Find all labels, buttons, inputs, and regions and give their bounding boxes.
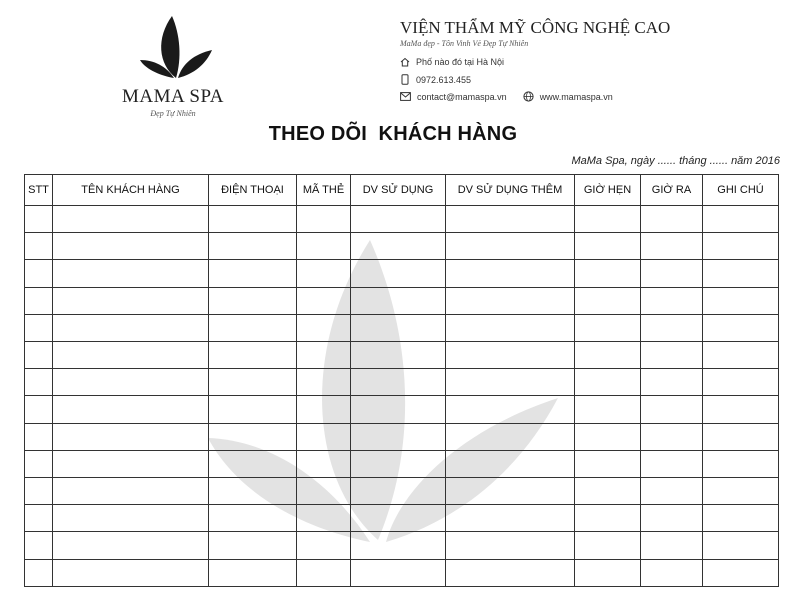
phone-icon: [400, 74, 410, 85]
table-cell[interactable]: [641, 478, 703, 505]
table-cell[interactable]: [297, 206, 351, 233]
col-header-card-id: MÃ THẺ: [297, 175, 351, 206]
email-text: contact@mamaspa.vn: [417, 91, 507, 102]
org-slogan: MaMa đẹp - Tôn Vinh Vẻ Đẹp Tự Nhiên: [400, 39, 529, 48]
table-cell[interactable]: [53, 559, 209, 586]
globe-icon: [523, 91, 534, 102]
table-cell[interactable]: [209, 450, 297, 477]
table-cell[interactable]: [53, 423, 209, 450]
table-cell[interactable]: [25, 206, 53, 233]
table-row: [25, 532, 779, 559]
table-cell[interactable]: [351, 233, 446, 260]
table-cell[interactable]: [703, 505, 779, 532]
table-cell[interactable]: [446, 532, 575, 559]
table-row: [25, 423, 779, 450]
table-cell[interactable]: [351, 396, 446, 423]
table-cell[interactable]: [297, 369, 351, 396]
table-cell[interactable]: [641, 206, 703, 233]
table-cell[interactable]: [209, 369, 297, 396]
col-header-appointment: GIỜ HẸN: [575, 175, 641, 206]
table-row: [25, 314, 779, 341]
table-cell[interactable]: [351, 532, 446, 559]
table-cell[interactable]: [351, 314, 446, 341]
table-cell[interactable]: [703, 450, 779, 477]
table-cell[interactable]: [446, 505, 575, 532]
table-cell[interactable]: [446, 369, 575, 396]
table-cell[interactable]: [53, 206, 209, 233]
table-cell[interactable]: [209, 260, 297, 287]
table-cell[interactable]: [446, 478, 575, 505]
table-cell[interactable]: [641, 287, 703, 314]
table-cell[interactable]: [53, 532, 209, 559]
table-cell[interactable]: [446, 450, 575, 477]
table-cell[interactable]: [641, 342, 703, 369]
table-cell[interactable]: [446, 287, 575, 314]
table-row: [25, 287, 779, 314]
table-cell[interactable]: [703, 314, 779, 341]
table-cell[interactable]: [25, 396, 53, 423]
table-row: [25, 450, 779, 477]
table-cell[interactable]: [297, 532, 351, 559]
table-cell[interactable]: [25, 559, 53, 586]
table-cell[interactable]: [25, 532, 53, 559]
org-name: VIỆN THẨM MỸ CÔNG NGHỆ CAO: [400, 18, 671, 37]
table-cell[interactable]: [575, 450, 641, 477]
col-header-service: DV SỬ DỤNG: [351, 175, 446, 206]
address-row: [400, 57, 504, 67]
table-cell[interactable]: [209, 423, 297, 450]
table-cell[interactable]: [297, 505, 351, 532]
table-cell[interactable]: [351, 342, 446, 369]
col-header-phone: ĐIỆN THOẠI: [209, 175, 297, 206]
table-cell[interactable]: [25, 450, 53, 477]
col-header-stt: STT: [25, 175, 53, 206]
table-cell[interactable]: [575, 287, 641, 314]
table-cell[interactable]: [575, 206, 641, 233]
table-cell[interactable]: [641, 505, 703, 532]
col-header-notes: GHI CHÚ: [703, 175, 779, 206]
table-cell[interactable]: [297, 559, 351, 586]
table-row: [25, 396, 779, 423]
table-cell[interactable]: [297, 423, 351, 450]
table-cell[interactable]: [25, 505, 53, 532]
col-header-checkout: GIỜ RA: [641, 175, 703, 206]
table-cell[interactable]: [351, 505, 446, 532]
table-cell[interactable]: [53, 314, 209, 341]
table-cell[interactable]: [703, 478, 779, 505]
home-icon: [400, 57, 410, 67]
table-cell[interactable]: [641, 233, 703, 260]
table-cell[interactable]: [25, 287, 53, 314]
customer-tracking-table: [24, 174, 779, 587]
table-cell[interactable]: [25, 342, 53, 369]
table-row: [25, 260, 779, 287]
table-cell[interactable]: [53, 478, 209, 505]
table-row: [25, 206, 779, 233]
table-row: [25, 369, 779, 396]
table-cell[interactable]: [351, 423, 446, 450]
contact-row: [400, 91, 613, 102]
table-cell[interactable]: [641, 260, 703, 287]
table-cell[interactable]: [703, 233, 779, 260]
col-header-extra-service: DV SỬ DỤNG THÊM: [446, 175, 575, 206]
table-cell[interactable]: [53, 287, 209, 314]
table-cell[interactable]: [703, 260, 779, 287]
table-cell[interactable]: [297, 342, 351, 369]
table-cell[interactable]: [53, 260, 209, 287]
table-cell[interactable]: [446, 342, 575, 369]
table-cell[interactable]: [25, 314, 53, 341]
table-row: [25, 478, 779, 505]
phone-text: 0972.613.455: [416, 74, 472, 85]
table-cell[interactable]: [209, 532, 297, 559]
table-cell[interactable]: [297, 233, 351, 260]
table-cell[interactable]: [446, 314, 575, 341]
table-cell[interactable]: [575, 314, 641, 341]
table-cell[interactable]: [25, 260, 53, 287]
brand-tagline: Đẹp Tự Nhiên: [150, 109, 196, 118]
table-cell[interactable]: [25, 369, 53, 396]
table-header-row: [25, 175, 779, 206]
table-cell[interactable]: [575, 505, 641, 532]
table-cell[interactable]: [297, 396, 351, 423]
table-cell[interactable]: [351, 450, 446, 477]
address-text: Phố nào đó tại Hà Nội: [416, 57, 505, 67]
table-cell[interactable]: [641, 314, 703, 341]
table-cell[interactable]: [575, 478, 641, 505]
table-cell[interactable]: [703, 532, 779, 559]
table-cell[interactable]: [575, 423, 641, 450]
form-title: [0, 123, 812, 146]
table-cell[interactable]: [351, 206, 446, 233]
table-cell[interactable]: [703, 342, 779, 369]
table-cell[interactable]: [209, 206, 297, 233]
table-cell[interactable]: [209, 396, 297, 423]
table-cell[interactable]: [575, 559, 641, 586]
table-cell[interactable]: [53, 233, 209, 260]
table-cell[interactable]: [209, 233, 297, 260]
table-cell[interactable]: [209, 287, 297, 314]
table-cell[interactable]: [351, 260, 446, 287]
table-cell[interactable]: [297, 314, 351, 341]
table-cell[interactable]: [297, 478, 351, 505]
table-cell[interactable]: [297, 450, 351, 477]
table-cell[interactable]: [575, 342, 641, 369]
form-title-text: THEO DÕI KHÁCH HÀNG: [268, 123, 518, 145]
table-cell[interactable]: [641, 450, 703, 477]
table-cell[interactable]: [641, 369, 703, 396]
table-cell[interactable]: [575, 260, 641, 287]
table-cell[interactable]: [209, 342, 297, 369]
table-cell[interactable]: [446, 423, 575, 450]
table-cell[interactable]: [25, 423, 53, 450]
table-cell[interactable]: [209, 314, 297, 341]
table-row: [25, 233, 779, 260]
table-row: [25, 559, 779, 586]
table-cell[interactable]: [53, 342, 209, 369]
table-cell[interactable]: [575, 233, 641, 260]
table-cell[interactable]: [703, 369, 779, 396]
table-cell[interactable]: [703, 423, 779, 450]
table-cell[interactable]: [209, 559, 297, 586]
table-cell[interactable]: [446, 233, 575, 260]
table-cell[interactable]: [446, 396, 575, 423]
table-cell[interactable]: [575, 396, 641, 423]
table-cell[interactable]: [446, 206, 575, 233]
table-cell[interactable]: [297, 260, 351, 287]
website-text: www.mamaspa.vn: [539, 91, 613, 102]
table-cell[interactable]: [446, 260, 575, 287]
table-cell[interactable]: [703, 396, 779, 423]
dateline: MaMa Spa, ngày ...... tháng ...... năm 2016: [571, 155, 780, 167]
col-header-customer-name: TÊN KHÁCH HÀNG: [53, 175, 209, 206]
table-cell[interactable]: [351, 369, 446, 396]
table-cell[interactable]: [25, 478, 53, 505]
table-cell[interactable]: [703, 287, 779, 314]
table-cell[interactable]: [641, 559, 703, 586]
table-cell[interactable]: [53, 450, 209, 477]
table-cell[interactable]: [209, 478, 297, 505]
table-cell[interactable]: [297, 287, 351, 314]
table-cell[interactable]: [641, 396, 703, 423]
table-cell[interactable]: [575, 532, 641, 559]
table-cell[interactable]: [351, 559, 446, 586]
table-cell[interactable]: [351, 287, 446, 314]
table-body: [25, 206, 779, 587]
table-row: [25, 342, 779, 369]
table-row: [25, 505, 779, 532]
table-cell[interactable]: [575, 369, 641, 396]
table-cell[interactable]: [446, 559, 575, 586]
brand-name: MAMA SPA: [121, 86, 225, 107]
table-cell[interactable]: [641, 423, 703, 450]
table-cell[interactable]: [641, 532, 703, 559]
table-cell[interactable]: [53, 396, 209, 423]
table-cell[interactable]: [703, 206, 779, 233]
table-cell[interactable]: [53, 505, 209, 532]
table-cell[interactable]: [351, 478, 446, 505]
table-cell[interactable]: [703, 559, 779, 586]
phone-row: [400, 74, 471, 85]
table-cell[interactable]: [209, 505, 297, 532]
table-cell[interactable]: [53, 369, 209, 396]
mail-icon: [400, 92, 411, 101]
table-cell[interactable]: [25, 233, 53, 260]
